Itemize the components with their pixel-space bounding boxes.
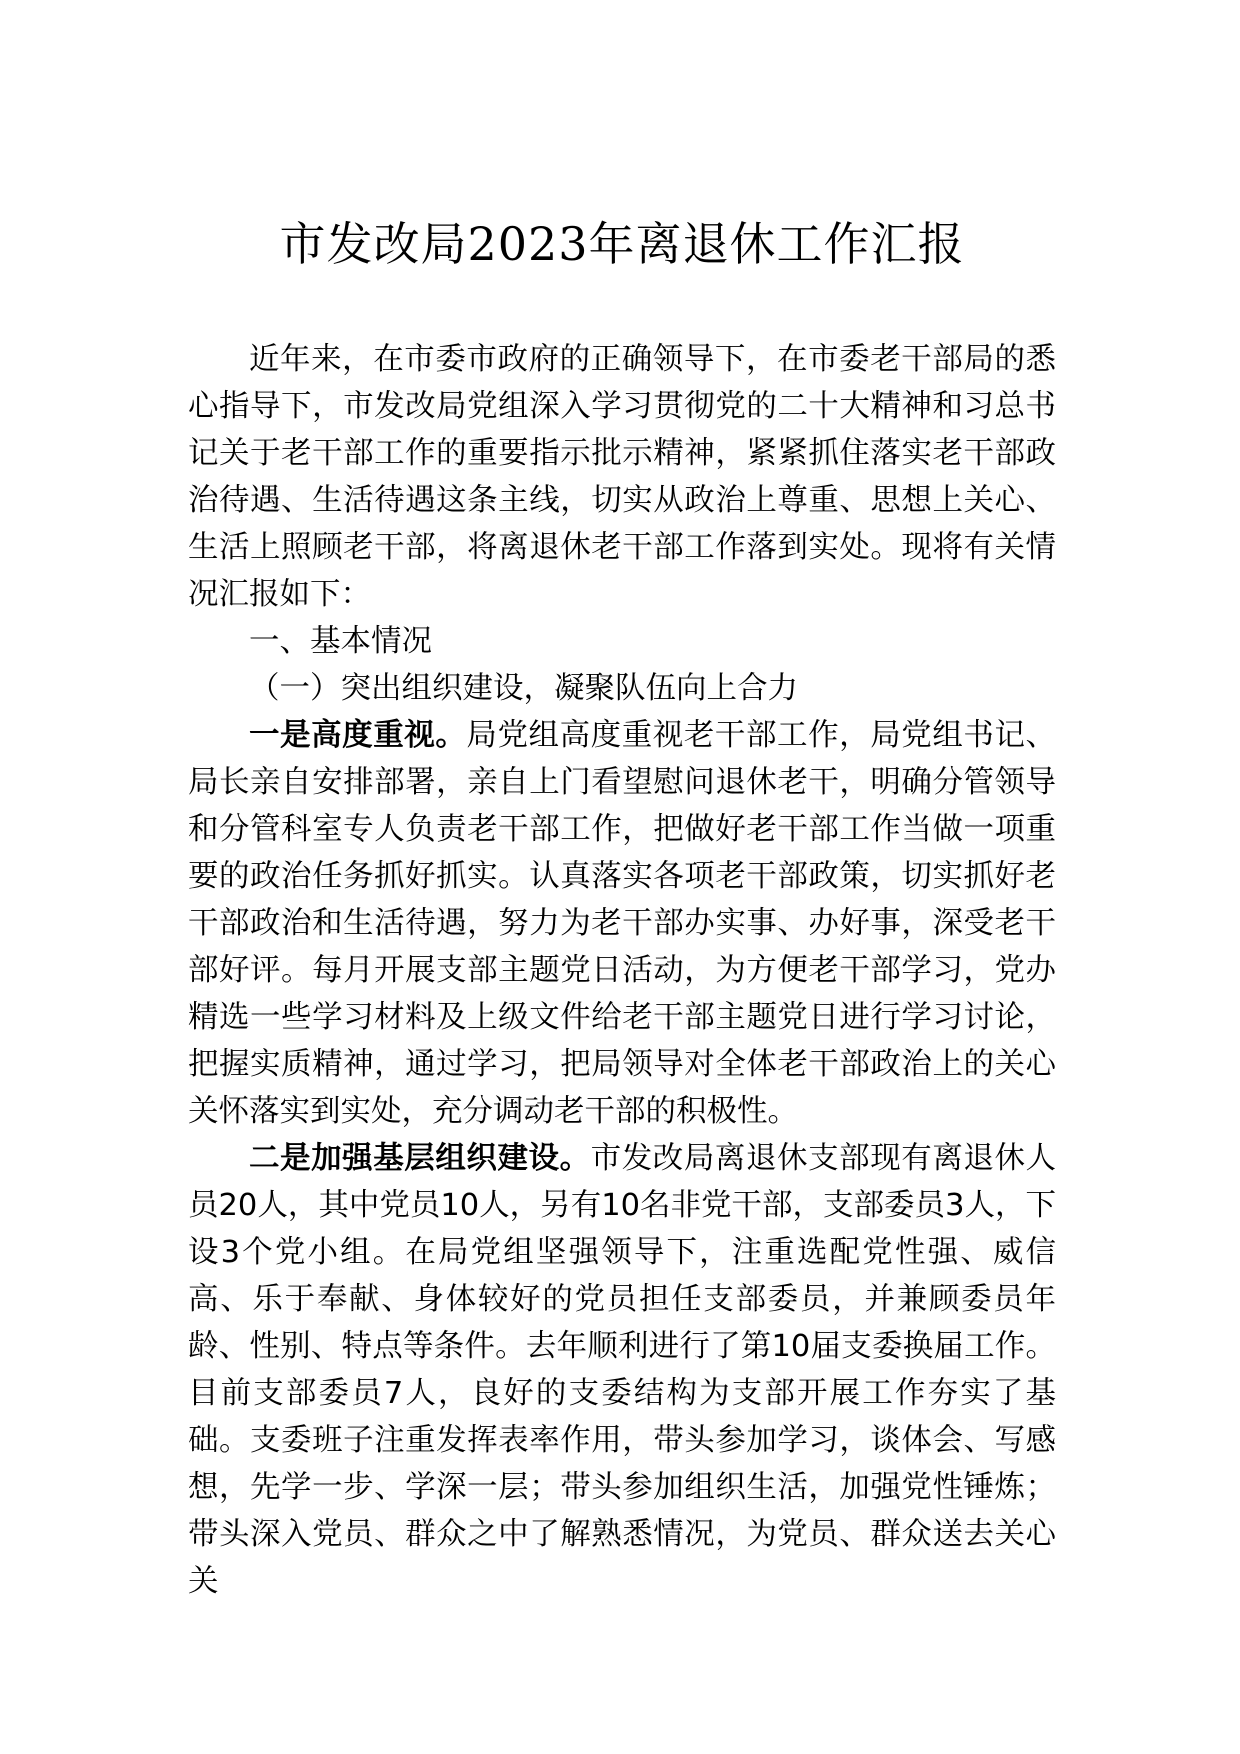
subsection-heading-text: （一）突出组织建设，凝聚队伍向上合力 (249, 671, 798, 706)
subsection-heading (188, 665, 1056, 712)
paragraph-point-2 (188, 1135, 1056, 1605)
paragraph-lead: 二是加强基层组织建设。 (249, 1141, 591, 1176)
section-heading-text: 一、基本情况 (249, 624, 432, 659)
document-title: 市发改局2023年离退休工作汇报 (279, 217, 965, 271)
section-heading (188, 618, 1056, 665)
document-body (188, 336, 1056, 1605)
paragraph-intro (188, 336, 1056, 618)
paragraph-point-1 (188, 712, 1056, 1135)
paragraph-text: 市发改局离退休支部现有离退休人员20人，其中党员10人，另有10名非党干部，支部委员3人，下设3个党小组。在局党组坚强领导下，注重选配党性强、威信高、乐于奉献、身体较好的党员担任支部委员，并兼顾委员年龄、性别、特点等条件。去年顺利进行了第10届支委换届工作。目前支部委员7人，良好的支委结构为支部开展工作夯实了基础。支委班子注重发挥表率作用，带头参加学习，谈体会、写感想，先学一步、学深一层；带头参加组织生活，加强党性锤炼；带头深入党员、群众之中了解熟悉情况，为党员、群众送去关心关 (188, 1141, 1057, 1599)
paragraph-text: 近年来，在市委市政府的正确领导下，在市委老干部局的悉心指导下，市发改局党组深入学习贯彻党的二十大精神和习总书记关于老干部工作的重要指示批示精神，紧紧抓住落实老干部政治待遇、生活待遇这条主线，切实从政治上尊重、思想上关心、生活上照顾老干部，将离退休老干部工作落到实处。现将有关情况汇报如下： (188, 342, 1056, 612)
document-page (188, 0, 1056, 1754)
paragraph-text: 局党组高度重视老干部工作，局党组书记、局长亲自安排部署，亲自上门看望慰问退休老干，明确分管领导和分管科室专人负责老干部工作，把做好老干部工作当做一项重要的政治任务抓好抓实。认真落实各项老干部政策，切实抓好老干部政治和生活待遇，努力为老干部办实事、办好事，深受老干部好评。每月开展支部主题党日活动，为方便老干部学习，党办精选一些学习材料及上级文件给老干部主题党日进行学习讨论，把握实质精神，通过学习，把局领导对全体老干部政治上的关心关怀落实到实处，充分调动老干部的积极性。 (188, 718, 1057, 1129)
paragraph-lead: 一是高度重视。 (249, 718, 467, 753)
